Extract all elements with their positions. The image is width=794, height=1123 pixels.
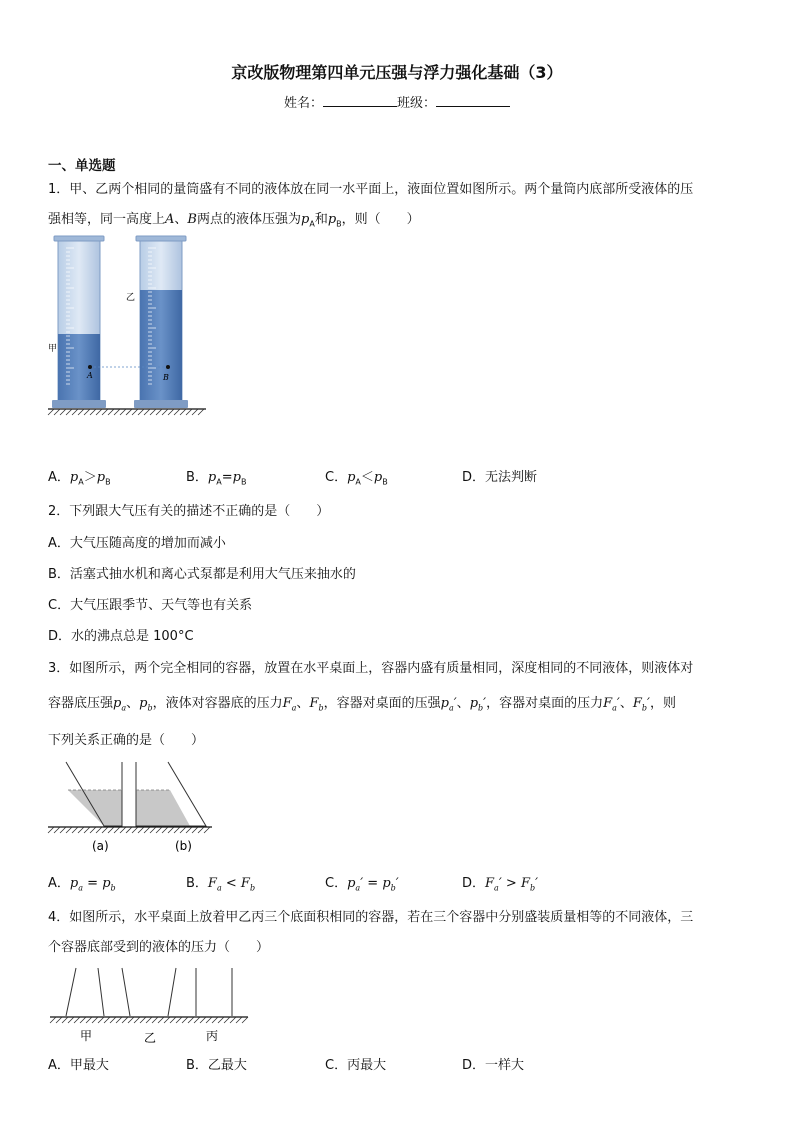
cylinder-yi [134, 236, 188, 408]
q1-p: p [232, 470, 241, 485]
q4-line2: 个容器底部受到的液体的压力（ ） [48, 940, 270, 955]
fig-label-a: A [87, 371, 93, 380]
q3-text-d: ，容器对桌面的压力 [486, 696, 604, 711]
q1-b-prefix: B． [186, 470, 208, 485]
q1-a-prefix: A． [48, 470, 70, 485]
q1-sub-b: B [382, 477, 388, 487]
q3-option-b[interactable] [186, 872, 255, 893]
fig-label-b: (b) [175, 839, 192, 853]
fig-label-jia: 甲 [48, 344, 58, 354]
q3-sep: 、 [619, 696, 633, 711]
q1-a-rel: ＞ [83, 470, 97, 485]
ground-hatch [50, 1017, 248, 1023]
student-info [0, 92, 794, 111]
liquid-b [136, 790, 190, 826]
q3-option-d[interactable] [462, 872, 538, 893]
q2-option-d[interactable]: D．水的沸点总是 100°C [48, 629, 194, 644]
q1-sub-b: B [336, 219, 342, 229]
point-a-dot [88, 365, 92, 369]
q3-fa-prime: $F_a'$ [485, 876, 502, 893]
q1-sub-b: B [105, 477, 111, 487]
q2-option-c[interactable]: C．大气压跟季节、天气等也有关系 [48, 598, 253, 613]
q3-text-c: ，容器对桌面的压强 [323, 696, 441, 711]
cylinder-jia [52, 236, 106, 408]
q1-sub-a: A [355, 477, 361, 487]
q1-text-c: ，则（ ） [341, 212, 420, 227]
q3-pa: $p_a$ [113, 696, 127, 713]
q3-text-a: 容器底压强 [48, 696, 114, 711]
q4-option-d[interactable]: D．一样大 [462, 1058, 525, 1073]
q3-a-rel: = [83, 876, 103, 891]
q1-sub-a: A [309, 219, 315, 229]
q3-sep: 、 [126, 696, 140, 711]
q1-cylinders-figure [44, 234, 214, 424]
q3-pa-prime: $p_a'$ [347, 876, 364, 893]
fig-label-bing: 丙 [206, 1029, 219, 1043]
q1-sub-a: A [78, 477, 84, 487]
q1-option-b[interactable] [186, 466, 246, 487]
q1-text-a: 强相等，同一高度上 [48, 212, 166, 227]
q3-sep: 、 [296, 696, 310, 711]
q2-stem: 2．下列跟大气压有关的描述不正确的是（ ） [48, 504, 330, 519]
q3-b-prefix: B． [186, 876, 208, 891]
q3-pb: $p_b$ [102, 876, 116, 893]
q1-option-c[interactable] [325, 466, 388, 487]
q3-fb-prime: $F_b'$ [520, 876, 539, 893]
ground-hatch [48, 827, 210, 833]
q1-p: p [207, 470, 217, 485]
q3-text-b: ，液体对容器底的压力 [152, 696, 283, 711]
section-title: 一、单选题 [48, 158, 116, 174]
q1-p: p [347, 470, 356, 485]
q4-option-c[interactable]: C．丙最大 [325, 1058, 387, 1073]
q3-a-prefix: A． [48, 876, 70, 891]
q3-fb: $F_b$ [309, 696, 324, 713]
container-bing [196, 968, 232, 1016]
q3-line1: 3．如图所示，两个完全相同的容器，放置在水平桌面上，容器内盛有质量相同，深度相同的不同液体，则液体对 [48, 661, 694, 676]
q1-sub-a: A [216, 477, 222, 487]
q1-option-d[interactable]: D．无法判断 [462, 470, 538, 485]
q1-p: p [301, 212, 310, 227]
q3-pb-prime: $p_b'$ [382, 876, 399, 893]
q4-option-a[interactable]: A．甲最大 [48, 1058, 109, 1073]
q3-line2 [48, 694, 676, 719]
name-blank[interactable] [323, 94, 397, 107]
fig-label-jia: 甲 [80, 1029, 93, 1043]
q1-p: p [96, 470, 106, 485]
q3-sep: 、 [456, 696, 470, 711]
q3-text-e: ，则 [650, 696, 677, 711]
q2-option-b[interactable]: B．活塞式抽水机和离心式泵都是利用大气压来抽水的 [48, 567, 356, 582]
q3-d-rel: > [501, 876, 521, 891]
q1-c-rel: ＜ [360, 470, 374, 485]
q1-b-rel: = [221, 470, 233, 485]
liquid-a [68, 790, 122, 826]
class-blank[interactable] [436, 94, 510, 107]
container-jia [66, 968, 104, 1016]
q3-c-rel: = [363, 876, 383, 891]
q1-p: p [327, 212, 337, 227]
q1-text-b: 两点的液体压强为 [196, 212, 301, 227]
q3-fa-prime: $F_a'$ [603, 696, 620, 713]
q3-fa: $F_a$ [207, 876, 222, 893]
q3-containers-figure [48, 760, 218, 860]
fig-label-a: (a) [92, 839, 109, 853]
q1-p: p [69, 470, 79, 485]
q3-line3: 下列关系正确的是（ ） [48, 733, 205, 748]
class-label: 班级： [397, 96, 437, 111]
q3-pa-prime: $p_a'$ [440, 696, 457, 713]
q1-sep: 、 [174, 212, 188, 227]
q4-option-b[interactable]: B．乙最大 [186, 1058, 247, 1073]
q1-p: p [373, 470, 383, 485]
q1-line1: 1．甲、乙两个相同的量筒盛有不同的液体放在同一水平面上，液面位置如图所示。两个量筒内底部所受液体的压 [48, 182, 694, 197]
q3-fa: $F_a$ [282, 696, 297, 713]
q1-point-a: A [165, 212, 175, 227]
name-label: 姓名： [283, 96, 323, 111]
q1-line2 [48, 210, 420, 235]
q1-c-prefix: C． [325, 470, 348, 485]
page-title: 京改版物理第四单元压强与浮力强化基础（3） [231, 63, 563, 82]
q1-point-b: B [187, 212, 197, 227]
q1-option-a[interactable] [48, 466, 111, 487]
fig-label-yi: 乙 [144, 1031, 157, 1045]
q3-pb-prime: $p_b'$ [469, 696, 487, 713]
q3-d-prefix: D． [462, 876, 486, 891]
q3-option-c[interactable] [325, 872, 399, 893]
q4-line1: 4．如图所示，水平桌面上放着甲乙丙三个底面积相同的容器，若在三个容器中分别盛装质量相等的不同液体，三 [48, 910, 694, 925]
q3-option-a[interactable] [48, 872, 116, 893]
q3-pa: $p_a$ [69, 876, 84, 893]
q1-sub-b: B [240, 477, 247, 487]
q3-b-rel: < [221, 876, 241, 891]
q3-fb-prime: $F_b'$ [632, 696, 650, 713]
container-yi [122, 968, 176, 1016]
q3-c-prefix: C． [325, 876, 348, 891]
fig-label-b: B [163, 373, 169, 382]
q3-fb: $F_b$ [240, 876, 256, 893]
ground-hatch [48, 409, 204, 415]
point-b-dot [166, 365, 170, 369]
fig-label-yi: 乙 [126, 293, 136, 303]
q3-pb: $p_b$ [139, 696, 153, 713]
q1-and: 和 [314, 212, 328, 227]
q4-containers-figure [48, 964, 258, 1046]
q2-option-a[interactable]: A．大气压随高度的增加而减小 [48, 536, 226, 551]
